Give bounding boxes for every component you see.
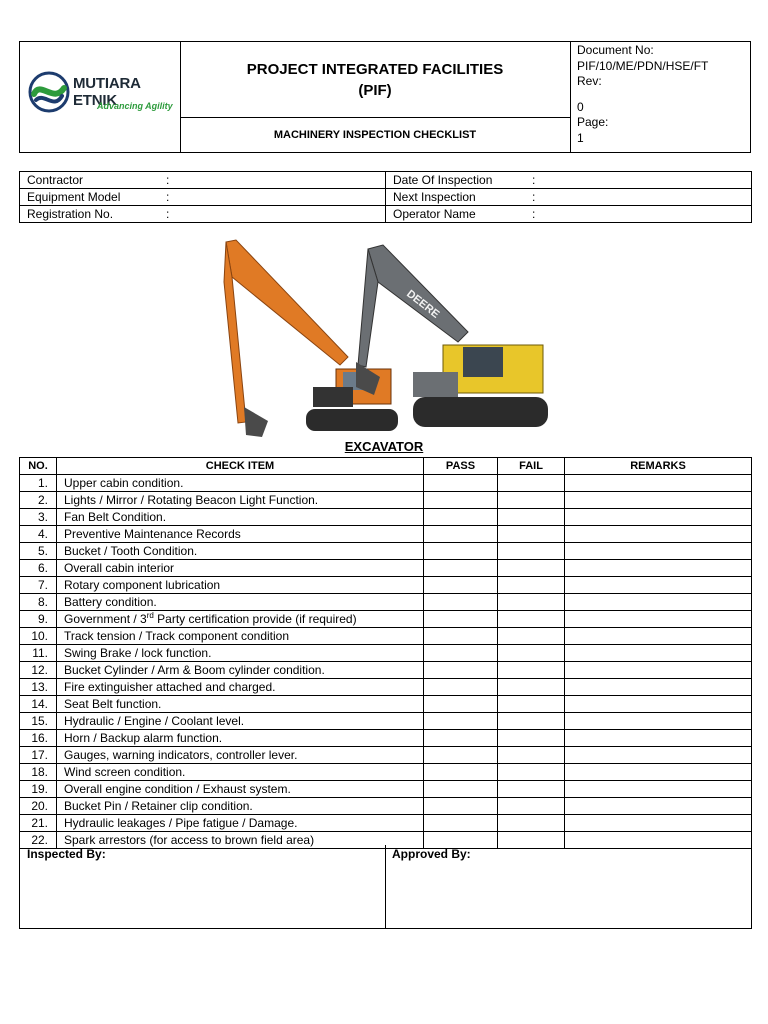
remarks-cell[interactable] (565, 713, 752, 730)
col-fail: FAIL (498, 458, 565, 475)
remarks-cell[interactable] (565, 679, 752, 696)
row-number: 8. (20, 594, 57, 611)
inspected-by-label: Inspected By: (27, 847, 106, 861)
table-row (20, 662, 752, 679)
pass-cell[interactable] (424, 526, 498, 543)
pass-cell[interactable] (424, 560, 498, 577)
row-number: 21. (20, 815, 57, 832)
table-row (20, 747, 752, 764)
pass-cell[interactable] (424, 764, 498, 781)
row-number: 4. (20, 526, 57, 543)
next-inspection-label: Next Inspection (393, 189, 476, 204)
remarks-cell[interactable] (565, 815, 752, 832)
row-number: 17. (20, 747, 57, 764)
fail-cell[interactable] (498, 475, 565, 492)
document-title (180, 42, 571, 118)
remarks-cell[interactable] (565, 781, 752, 798)
fail-cell[interactable] (498, 696, 565, 713)
row-number: 18. (20, 764, 57, 781)
remarks-cell[interactable] (565, 662, 752, 679)
check-item: Wind screen condition. (57, 764, 424, 781)
remarks-cell[interactable] (565, 509, 752, 526)
table-row (20, 679, 752, 696)
fail-cell[interactable] (498, 526, 565, 543)
table-row (20, 696, 752, 713)
fail-cell[interactable] (498, 713, 565, 730)
operator-name-field[interactable] (386, 206, 752, 223)
table-row (20, 594, 752, 611)
check-item-superscript: rd (146, 610, 154, 620)
row-number: 10. (20, 628, 57, 645)
row-number: 13. (20, 679, 57, 696)
check-item: Bucket / Tooth Condition. (57, 543, 424, 560)
remarks-cell[interactable] (565, 594, 752, 611)
page-value: 1 (577, 130, 584, 145)
table-row (20, 560, 752, 577)
row-number: 15. (20, 713, 57, 730)
contractor-label: Contractor (27, 172, 84, 187)
brand-label: DEERE (404, 287, 442, 321)
col-pass: PASS (424, 458, 498, 475)
colon: : (166, 172, 170, 187)
fail-cell[interactable] (498, 764, 565, 781)
check-item (57, 611, 424, 628)
row-number: 6. (20, 560, 57, 577)
pass-cell[interactable] (424, 815, 498, 832)
row-number: 2. (20, 492, 57, 509)
row-number: 11. (20, 645, 57, 662)
fail-cell[interactable] (498, 645, 565, 662)
next-inspection-field[interactable] (386, 189, 752, 206)
pass-cell[interactable] (424, 577, 498, 594)
registration-no-field[interactable] (20, 206, 386, 223)
check-item: Battery condition. (57, 594, 424, 611)
row-number: 12. (20, 662, 57, 679)
inspection-checklist-table (19, 457, 752, 849)
check-item: Track tension / Track component condition (57, 628, 424, 645)
check-item: Lights / Mirror / Rotating Beacon Light Function. (57, 492, 424, 509)
remarks-cell[interactable] (565, 577, 752, 594)
pass-cell[interactable] (424, 679, 498, 696)
table-header-row (20, 458, 752, 475)
col-no: NO. (20, 458, 57, 475)
col-remarks: REMARKS (565, 458, 752, 475)
table-row (20, 611, 752, 628)
remarks-cell[interactable] (565, 492, 752, 509)
pass-cell[interactable] (424, 696, 498, 713)
equipment-info-table (19, 171, 752, 223)
row-number: 22. (20, 832, 57, 849)
table-row (20, 628, 752, 645)
table-row (20, 492, 752, 509)
check-item: Preventive Maintenance Records (57, 526, 424, 543)
check-item: Hydraulic / Engine / Coolant level. (57, 713, 424, 730)
inspected-by-box[interactable] (20, 845, 386, 928)
row-number: 9. (20, 611, 57, 628)
remarks-cell[interactable] (565, 560, 752, 577)
col-check-item: CHECK ITEM (57, 458, 424, 475)
check-item: Spark arrestors (for access to brown field area) (57, 832, 424, 849)
check-item: Swing Brake / lock function. (57, 645, 424, 662)
remarks-cell[interactable] (565, 628, 752, 645)
check-item: Seat Belt function. (57, 696, 424, 713)
table-row (20, 730, 752, 747)
fail-cell[interactable] (498, 815, 565, 832)
row-number: 1. (20, 475, 57, 492)
fail-cell[interactable] (498, 509, 565, 526)
pass-cell[interactable] (424, 611, 498, 628)
pass-cell[interactable] (424, 747, 498, 764)
company-name: MUTIARA ETNIK (73, 75, 141, 109)
fail-cell[interactable] (498, 730, 565, 747)
fail-cell[interactable] (498, 611, 565, 628)
remarks-cell[interactable] (565, 730, 752, 747)
table-row (20, 798, 752, 815)
check-item: Bucket Pin / Retainer clip condition. (57, 798, 424, 815)
check-item: Hydraulic leakages / Pipe fatigue / Damage. (57, 815, 424, 832)
pass-cell[interactable] (424, 645, 498, 662)
signoff-section (19, 845, 752, 929)
check-item-text: Party certification provide (if required) (153, 611, 357, 626)
colon: : (166, 206, 170, 221)
pass-cell[interactable] (424, 798, 498, 815)
pass-cell[interactable] (424, 594, 498, 611)
doc-no-label: Document No: (577, 43, 654, 57)
date-of-inspection-field[interactable] (386, 172, 752, 189)
row-number: 14. (20, 696, 57, 713)
pass-cell[interactable] (424, 730, 498, 747)
rev-label: Rev: (577, 74, 602, 88)
pass-cell[interactable] (424, 781, 498, 798)
row-number: 20. (20, 798, 57, 815)
company-logo-icon (28, 70, 70, 114)
check-item: Bucket Cylinder / Arm & Boom cylinder condition. (57, 662, 424, 679)
check-item-text: Government / 3 (64, 611, 147, 626)
title-line-1: PROJECT INTEGRATED FACILITIES (246, 60, 504, 78)
registration-no-label: Registration No. (27, 206, 114, 221)
table-row (20, 543, 752, 560)
pass-cell[interactable] (424, 509, 498, 526)
check-item: Overall cabin interior (57, 560, 424, 577)
table-row (20, 475, 752, 492)
fail-cell[interactable] (498, 781, 565, 798)
pass-cell[interactable] (424, 662, 498, 679)
approved-by-label: Approved By: (392, 847, 471, 861)
colon: : (532, 206, 536, 221)
pass-cell[interactable] (424, 492, 498, 509)
table-row (20, 781, 752, 798)
pass-cell[interactable] (424, 543, 498, 560)
check-item: Overall engine condition / Exhaust system. (57, 781, 424, 798)
row-number: 7. (20, 577, 57, 594)
colon: : (532, 172, 536, 187)
pass-cell[interactable] (424, 713, 498, 730)
fail-cell[interactable] (498, 662, 565, 679)
fail-cell[interactable] (498, 577, 565, 594)
remarks-cell[interactable] (565, 611, 752, 628)
rev-value: 0 (577, 99, 584, 114)
title-line-2: (PIF) (358, 81, 392, 99)
check-item: Gauges, warning indicators, controller lever. (57, 747, 424, 764)
fail-cell[interactable] (498, 594, 565, 611)
table-row (20, 509, 752, 526)
fail-cell[interactable] (498, 798, 565, 815)
excavator-illustration (218, 237, 553, 437)
table-row (20, 764, 752, 781)
check-item: Fan Belt Condition. (57, 509, 424, 526)
row-number: 16. (20, 730, 57, 747)
table-row (20, 577, 752, 594)
remarks-cell[interactable] (565, 543, 752, 560)
equipment-model-label: Equipment Model (27, 189, 121, 204)
row-number: 3. (20, 509, 57, 526)
remarks-cell[interactable] (565, 696, 752, 713)
fail-cell[interactable] (498, 543, 565, 560)
pass-cell[interactable] (424, 628, 498, 645)
fail-cell[interactable] (498, 628, 565, 645)
fail-cell[interactable] (498, 492, 565, 509)
fail-cell[interactable] (498, 560, 565, 577)
document-info (571, 42, 751, 152)
check-item: Rotary component lubrication (57, 577, 424, 594)
row-number: 5. (20, 543, 57, 560)
equipment-model-field[interactable] (20, 189, 386, 206)
table-row (20, 713, 752, 730)
remarks-cell[interactable] (565, 798, 752, 815)
fail-cell[interactable] (498, 747, 565, 764)
doc-no: PIF/10/ME/PDN/HSE/FT (577, 58, 709, 73)
remarks-cell[interactable] (565, 475, 752, 492)
remarks-cell[interactable] (565, 747, 752, 764)
approved-by-box[interactable] (386, 845, 751, 928)
check-item: Fire extinguisher attached and charged. (57, 679, 424, 696)
date-of-inspection-label: Date Of Inspection (393, 172, 493, 187)
page-label: Page: (577, 115, 609, 129)
table-row (20, 815, 752, 832)
table-row (20, 645, 752, 662)
remarks-cell[interactable] (565, 526, 752, 543)
document-subtitle: MACHINERY INSPECTION CHECKLIST (180, 117, 571, 152)
check-item: Horn / Backup alarm function. (57, 730, 424, 747)
equipment-caption: EXCAVATOR (344, 439, 424, 454)
operator-name-label: Operator Name (393, 206, 476, 221)
document-header (19, 41, 751, 153)
row-number: 19. (20, 781, 57, 798)
colon: : (532, 189, 536, 204)
fail-cell[interactable] (498, 679, 565, 696)
table-row (20, 526, 752, 543)
colon: : (166, 189, 170, 204)
remarks-cell[interactable] (565, 764, 752, 781)
check-item: Upper cabin condition. (57, 475, 424, 492)
logo-cell (20, 42, 181, 152)
contractor-field[interactable] (20, 172, 386, 189)
company-tagline: Advancing Agility (97, 101, 173, 111)
pass-cell[interactable] (424, 475, 498, 492)
remarks-cell[interactable] (565, 645, 752, 662)
